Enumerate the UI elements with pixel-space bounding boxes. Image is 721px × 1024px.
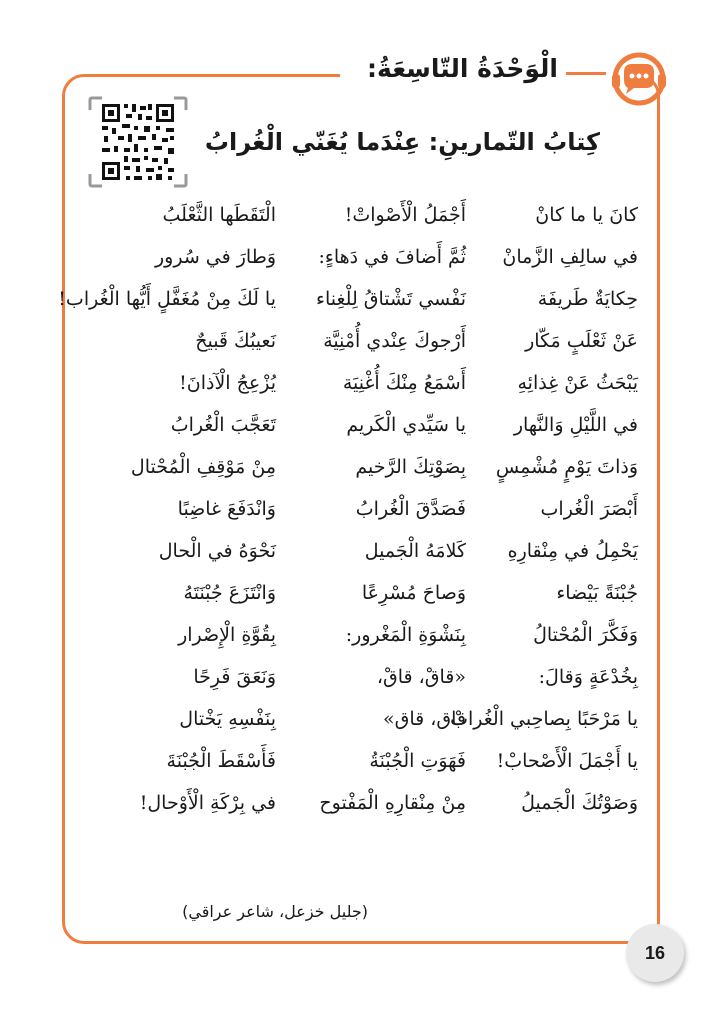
- poem-row: [78, 410, 638, 452]
- poem-verse: وَانْدَفَعَ غاضِبًا: [177, 498, 276, 520]
- unit-title: الْوَحْدَةُ التّاسِعَةُ:: [367, 54, 558, 83]
- poem-verse: في اللَّيْلِ وَالنَّهار: [513, 414, 638, 436]
- poem-verse: تَعَجَّبَ الْغُرابُ: [170, 414, 276, 436]
- poem-row: [78, 452, 638, 494]
- poem-verse: مِنْ مِنْقارِهِ الْمَفْتوح: [319, 792, 466, 814]
- poem-verse: فَأَسْقَطَ الْجُبْنَةَ: [166, 750, 276, 772]
- attribution: (جليل خزعل، شاعر عراقي): [182, 902, 368, 921]
- poem-verse: يا أَجْمَلَ الْأَصْحابْ!: [496, 750, 638, 772]
- poem-row: [78, 368, 638, 410]
- poem-row: [78, 662, 638, 704]
- poem-row: [58, 284, 638, 326]
- poem-row: [78, 536, 638, 578]
- poem-row: [78, 326, 638, 368]
- poem-verse: كَلامَهُ الْجَميل: [364, 540, 466, 562]
- poem-verse: بِنَشْوَةِ الْمَغْرور:: [345, 624, 466, 646]
- poem-verse: الْتَقَطَها الثَّعْلَبُ: [162, 204, 276, 226]
- page-title: كِتابُ التّمارينِ: عِنْدَما يُغَنّي الْغُرابُ: [204, 128, 600, 156]
- poem-verse: يا لَكَ مِنْ مُغَفَّلٍ أَيُّها الْغُراب!: [58, 288, 276, 310]
- poem-verse: بِصَوْتِكَ الرَّخيم: [355, 456, 466, 478]
- poem-verse: وَفَكَّرَ الْمُحْتالُ: [533, 624, 638, 646]
- poem-row: [78, 200, 638, 242]
- poem-verse: قاق، قاق»: [382, 708, 466, 730]
- poem-row: [78, 242, 638, 284]
- poem-verse: كانَ يا ما كانْ: [535, 204, 638, 226]
- poem-verse: فَهَوَتِ الْجُبْنَةُ: [369, 750, 466, 772]
- poem-verse: نَعيبُكَ قَبيحٌ: [195, 330, 276, 352]
- poem-verse: بِخُدْعَةٍ وَقالَ:: [538, 666, 638, 688]
- poem-row: [78, 494, 638, 536]
- header-divider: [566, 72, 606, 75]
- poem-verse: في بِرْكَةِ الْأَوْحال!: [139, 792, 276, 814]
- poem-verse: بِنَفْسِهِ يَخْتال: [179, 708, 276, 730]
- poem-verse: أَبْصَرَ الْغُراب: [540, 498, 638, 520]
- poem-verse: نَفْسي تَشْتاقُ لِلْغِناء: [316, 288, 466, 310]
- poem-verse: وَصاحَ مُسْرِعًا: [361, 582, 466, 604]
- qr-code-icon: [88, 96, 188, 188]
- poem-verse: أَجْمَلُ الْأَصْواتْ!: [344, 204, 466, 226]
- poem-verse: مِنْ مَوْقِفِ الْمُحْتال: [130, 456, 276, 478]
- poem-row: [78, 578, 638, 620]
- poem-verse: أَرْجوكَ عِنْدي أُمْنِيَّة: [323, 330, 466, 352]
- poem-verse: نَحْوَهُ في الْحال: [158, 540, 276, 562]
- poem-row: [78, 746, 638, 788]
- poem-verse: عَنْ ثَعْلَبٍ مَكّار: [525, 330, 638, 352]
- poem-verse: يَبْحَثُ عَنْ غِذائِهِ: [517, 372, 638, 394]
- page-number: 16: [644, 943, 666, 963]
- poem-verse: يَحْمِلُ في مِنْقارِهِ: [507, 540, 638, 562]
- poem-verse: جُبْنَةً بَيْضاء: [556, 582, 638, 604]
- poem-row: [78, 788, 638, 830]
- chat-bubble-icon: [610, 50, 668, 108]
- poem-verse: وَصَوْتُكَ الْجَميلُ: [521, 792, 638, 814]
- poem-verse: بِقُوَّةِ الْإِصْرار: [178, 624, 276, 646]
- poem-verse: «قاقْ، قاقْ،: [376, 666, 466, 688]
- poem-verse: وَانْتَزَعَ جُبْنَتَهُ: [183, 582, 276, 604]
- poem-verse: يا سَيِّدي الْكَريم: [346, 414, 466, 436]
- poem-verse: فَصَدَّقَ الْغُرابُ: [355, 498, 466, 520]
- poem-verse: في سالِفِ الزَّمانْ: [502, 246, 638, 268]
- poem-verse: ثُمَّ أَضافَ في دَهاءٍ:: [318, 246, 466, 268]
- poem-row: [78, 704, 638, 746]
- poem-verse: وَنَعَقَ فَرِحًا: [193, 666, 276, 688]
- page-number-badge: [626, 924, 684, 982]
- poem-verse: يُزْعِجُ الْآذانَ!: [179, 372, 276, 394]
- poem-row: [78, 620, 638, 662]
- poem-verse: وَطارَ في سُرور: [154, 246, 276, 268]
- poem-verse: وَذاتَ يَوْمٍ مُشْمِسٍ: [495, 456, 638, 478]
- poem-verse: يا مَرْحَبًا بِصاحِبي الْغُرابْ: [450, 708, 638, 730]
- poem: [58, 200, 638, 830]
- poem-verse: حِكايَةٌ طَريفَة: [537, 288, 638, 310]
- poem-verse: أَسْمَعُ مِنْكَ أُغْنِيَة: [342, 372, 466, 394]
